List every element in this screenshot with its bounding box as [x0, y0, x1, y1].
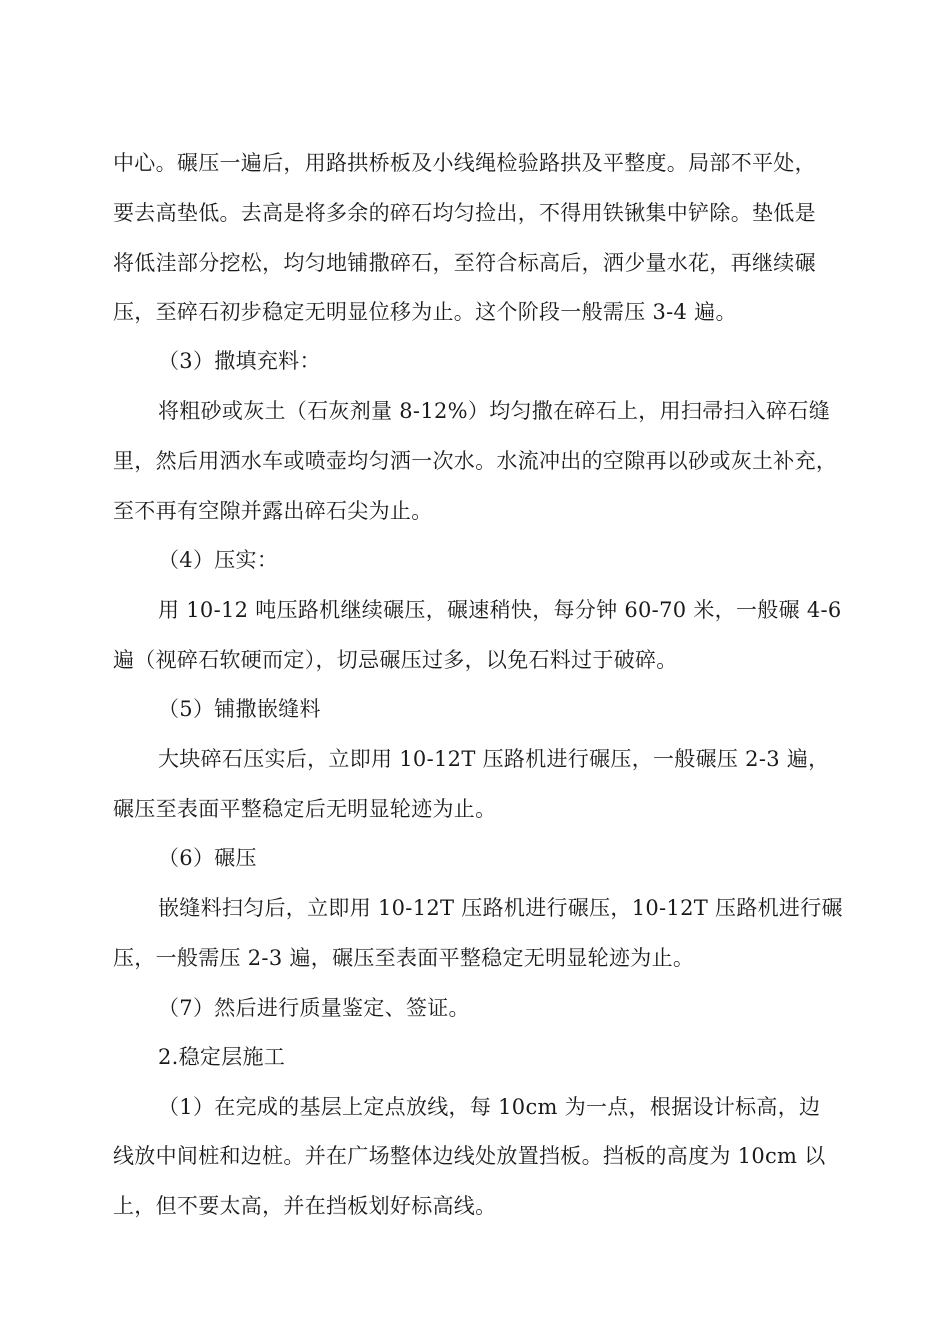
section-heading: （4）压实：	[158, 548, 279, 572]
section-heading: （6）碾压	[158, 846, 257, 870]
section-heading: 2.稳定层施工	[158, 1045, 286, 1069]
text-line: 嵌缝料扫匀后，立即用 10-12T 压路机进行碾压，10-12T 压路机进行碾	[158, 896, 843, 920]
text-line: 至不再有空隙并露出碎石尖为止。	[113, 499, 433, 523]
text-line: 中心。碾压一遍后，用路拱桥板及小线绳检验路拱及平整度。局部不平处，	[113, 151, 816, 175]
text-line: 碾压至表面平整稳定后无明显轮迹为止。	[113, 797, 497, 821]
text-line: （1）在完成的基层上定点放线，每 10cm 为一点，根据设计标高，边	[158, 1095, 821, 1119]
text-line: 线放中间桩和边桩。并在广场整体边线处放置挡板。挡板的高度为 10cm 以	[113, 1144, 826, 1168]
text-line: 要去高垫低。去高是将多余的碎石均匀捡出，不得用铁锹集中铲除。垫低是	[113, 201, 816, 225]
section-heading: （3）撒填充料：	[158, 349, 321, 373]
text-line: 上，但不要太高，并在挡板划好标高线。	[113, 1194, 497, 1218]
text-line: 遍（视碎石软硬而定），切忌碾压过多，以免石料过于破碎。	[113, 648, 678, 672]
text-line: 用 10-12 吨压路机继续碾压，碾速稍快，每分钟 60-70 米，一般碾 4-6	[158, 598, 842, 622]
text-line: 大块碎石压实后，立即用 10-12T 压路机进行碾压，一般碾压 2-3 遍，	[158, 747, 830, 771]
text-line: 将粗砂或灰土（石灰剂量 8-12%）均匀撒在碎石上，用扫帚扫入碎石缝	[158, 399, 831, 423]
section-heading: （7）然后进行质量鉴定、签证。	[158, 996, 470, 1020]
text-line: 里，然后用洒水车或喷壶均匀洒一次水。水流冲出的空隙再以砂或灰土补充，	[113, 449, 838, 473]
text-line: 将低洼部分挖松，均匀地铺撒碎石，至符合标高后，洒少量水花，再继续碾	[113, 251, 816, 275]
text-line: 压，一般需压 2-3 遍，碾压至表面平整稳定无明显轮迹为止。	[113, 946, 695, 970]
text-line: 压，至碎石初步稳定无明显位移为止。这个阶段一般需压 3-4 遍。	[113, 300, 737, 324]
section-heading: （5）铺撒嵌缝料	[158, 697, 321, 721]
